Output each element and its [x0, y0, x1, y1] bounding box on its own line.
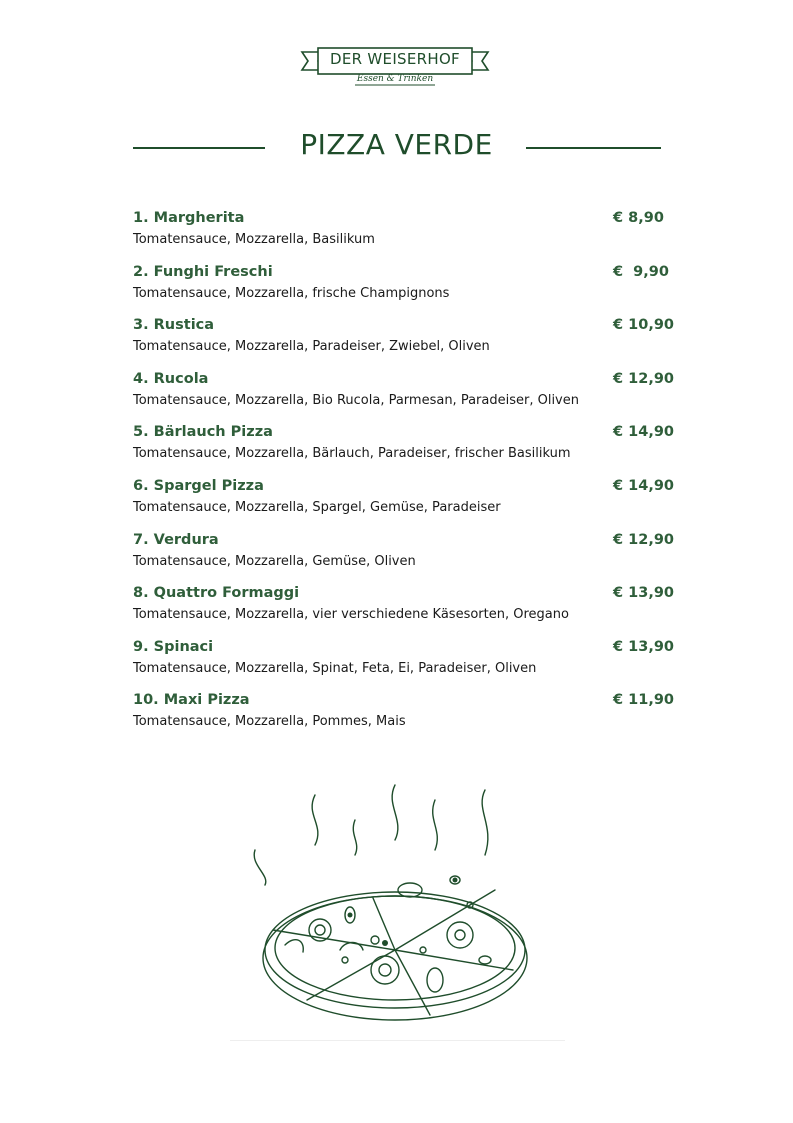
item-price: € 11,90 — [613, 692, 675, 709]
item-name: 8. Quattro Formaggi — [133, 585, 300, 602]
item-description: Tomatensauce, Mozzarella, Spinat, Feta, Ei, Paradeiser, Oliven — [133, 660, 537, 676]
footer-divider — [230, 1040, 565, 1041]
item-price: € 12,90 — [613, 370, 675, 387]
menu-item — [133, 371, 673, 425]
item-price: € 14,90 — [613, 424, 675, 441]
item-name: 2. Funghi Freschi — [133, 263, 273, 280]
page-title: PIZZA VERDE — [300, 128, 493, 161]
menu-item — [133, 264, 673, 318]
item-description: Tomatensauce, Mozzarella, Spargel, Gemüse, Paradeiser — [133, 499, 501, 515]
heading-rule-right — [526, 147, 661, 149]
item-description: Tomatensauce, Mozzarella, Basilikum — [133, 232, 375, 247]
item-description: Tomatensauce, Mozzarella, Bärlauch, Paradeiser, frischer Basilikum — [133, 446, 571, 462]
item-description: Tomatensauce, Mozzarella, Paradeiser, Zwiebel, Oliven — [133, 339, 490, 355]
menu-item — [133, 585, 673, 639]
item-price: € 10,90 — [613, 317, 675, 334]
heading-rule-left — [133, 147, 265, 149]
item-price: € 13,90 — [613, 585, 675, 602]
logo-title: DER WEISERHOF — [330, 50, 460, 68]
item-name: 1. Margherita — [133, 210, 245, 226]
logo — [300, 44, 490, 92]
item-description: Tomatensauce, Mozzarella, vier verschiedene Käsesorten, Oregano — [133, 607, 569, 623]
item-name: 7. Verdura — [133, 531, 219, 548]
logo-subtitle: Essen & Trinken — [356, 74, 434, 84]
menu-item — [133, 424, 673, 478]
item-price: € 14,90 — [613, 477, 675, 494]
item-name: 10. Maxi Pizza — [133, 692, 250, 709]
item-description: Tomatensauce, Mozzarella, Gemüse, Oliven — [133, 553, 416, 569]
item-name: 4. Rucola — [133, 370, 209, 387]
item-name: 3. Rustica — [133, 317, 215, 334]
menu-item — [133, 639, 673, 693]
item-price: € 9,90 — [613, 263, 669, 280]
menu-item — [133, 317, 673, 371]
pizza-illustration-icon — [245, 780, 545, 1035]
item-name: 6. Spargel Pizza — [133, 477, 264, 494]
item-price: € 13,90 — [613, 638, 675, 655]
menu-item — [133, 478, 673, 532]
item-price: € 8,90 — [613, 210, 664, 226]
item-name: 5. Bärlauch Pizza — [133, 424, 273, 441]
menu-item — [133, 532, 673, 586]
item-price: € 12,90 — [613, 531, 675, 548]
menu-item — [133, 210, 673, 264]
item-description: Tomatensauce, Mozzarella, Bio Rucola, Parmesan, Paradeiser, Oliven — [133, 392, 579, 408]
item-description: Tomatensauce, Mozzarella, frische Champignons — [133, 285, 450, 301]
menu-list — [133, 210, 673, 746]
menu-item — [133, 692, 673, 746]
item-description: Tomatensauce, Mozzarella, Pommes, Mais — [133, 714, 406, 730]
item-name: 9. Spinaci — [133, 638, 214, 655]
